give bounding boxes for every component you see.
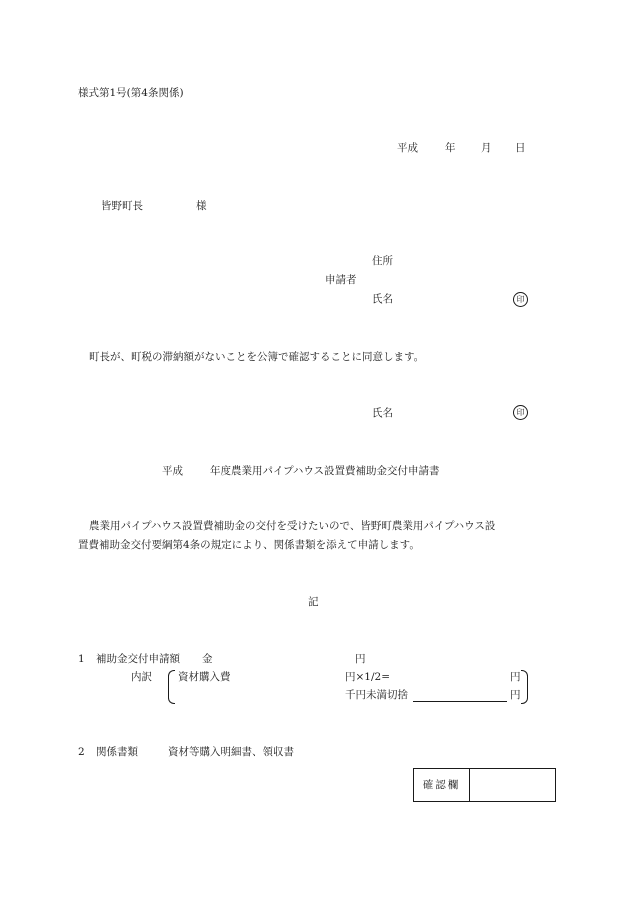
applicant-label: 申請者 [325, 274, 357, 286]
consent-name-label: 氏名 [372, 407, 393, 419]
form-number: 様式第1号(第4条関係) [78, 87, 184, 99]
rounding-label: 千円未満切捨 [345, 689, 408, 701]
consent-seal-icon: 印 [513, 405, 528, 420]
breakdown-label: 内訳 [131, 671, 152, 683]
consent-text: 町長が、町税の滞納額がないことを公簿で確認することに同意します。 [89, 351, 425, 363]
item2-label: 関係書類 [96, 746, 138, 758]
date-month: 月 [481, 142, 492, 154]
confirm-label: 確認欄 [414, 769, 470, 801]
date-year: 年 [445, 142, 456, 154]
address-label: 住所 [372, 255, 393, 267]
date-day: 日 [515, 142, 526, 154]
rounding-yen: 円 [510, 689, 521, 701]
bracket-right [521, 670, 528, 704]
date-era: 平成 [397, 142, 418, 154]
seal-icon: 印 [513, 292, 528, 307]
bracket-left [168, 670, 175, 704]
addressee-name: 皆野町長 [101, 200, 143, 212]
item1-yen: 円 [355, 653, 366, 665]
formula-yen: 円 [510, 671, 521, 683]
confirm-value-cell [470, 769, 555, 801]
document-title: 年度農業用パイプハウス設置費補助金交付申請書 [210, 465, 440, 477]
addressee-honorific: 様 [196, 200, 207, 212]
body-line-1: 農業用パイプハウス設置費補助金の交付を受けたいので、皆野町農業用パイプハウス設 [89, 520, 496, 532]
item1-kin: 金 [202, 653, 213, 665]
confirm-box [413, 768, 556, 802]
rounding-underline [413, 701, 507, 702]
material-cost-label: 資材購入費 [178, 671, 231, 683]
body-line-2: 置費補助金交付要綱第4条の規定により、関係書類を添えて申請します。 [78, 539, 420, 551]
name-label: 氏名 [372, 293, 393, 305]
item2-value: 資材等購入明細書、領収書 [168, 746, 294, 758]
formula-text: 円×1/2= [345, 671, 390, 683]
ki-label: 記 [308, 596, 319, 608]
item2-number: 2 [78, 746, 85, 758]
title-era: 平成 [162, 465, 183, 477]
item1-number: 1 [78, 653, 85, 665]
item1-label: 補助金交付申請額 [96, 653, 180, 665]
